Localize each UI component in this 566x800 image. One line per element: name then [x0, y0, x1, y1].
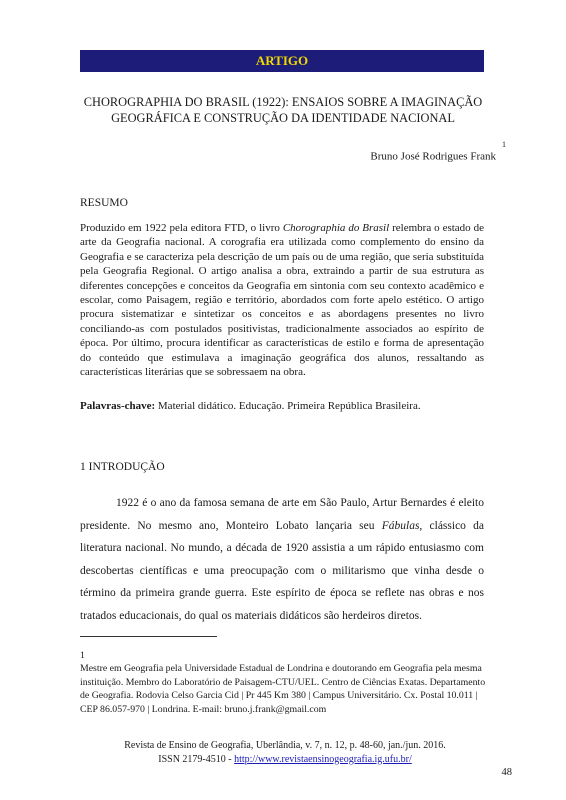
issn-text: ISSN 2179-4510 -: [158, 753, 235, 765]
issn-line: [80, 753, 490, 767]
author-byline: [370, 140, 506, 163]
abstract-heading: RESUMO: [80, 197, 128, 209]
abstract-text: [80, 221, 484, 379]
keywords: [80, 400, 484, 412]
intro-text-part-2: clássico da literatura nacional. No mundo, a década de 1920 assistia a um rápido entusiasmo com descobertas científicas e uma preocupação com o militarismo que vinha desde o término da primeira grande guerra. Este espírito de época se reflete nas obras e nos tratados educacionais, do qual os materiais didáticos são herdeiros diretos.: [80, 519, 484, 622]
keywords-label: Palavras-chave:: [80, 400, 156, 412]
page-number: 48: [501, 767, 512, 778]
abstract-book-title: Chorographia do Brasil: [282, 222, 390, 234]
section-banner: ARTIGO: [80, 50, 484, 72]
journal-citation: Revista de Ensino de Geografia, Uberlândia, v. 7, n. 12, p. 48-60, jan./jun. 2016.: [124, 740, 446, 751]
intro-text-part-1: 1922 é o ano da famosa semana de arte em São Paulo, Artur Bernardes é eleito presidente. No mesmo ano, Monteiro Lobato lançaria seu: [80, 497, 484, 532]
author-footnote-marker[interactable]: 1: [502, 140, 506, 149]
author-name: Bruno José Rodrigues Frank: [370, 150, 496, 163]
intro-paragraph: [80, 492, 484, 627]
footnote-divider: [80, 636, 217, 637]
page-footer: [80, 739, 490, 766]
keywords-text: Material didático. Educação. Primeira República Brasileira.: [155, 400, 421, 412]
abstract-text-part-2: relembra o estado de arte da Geografia nacional. A corografia era utilizada como complemento do ensino da Geografia e se caracteriza pela descrição de um país ou de uma região, que seria substituída pela Geografia Regional. O artigo analisa a obra, extraindo a partir de sua estrutura as diferentes concepções e conceitos da Geografia em sintonia com seu contexto acadêmico e escolar, como Paisagem, região e território, abordados com forte apelo estético. O artigo procura sistematizar e sintetizar os conceitos e as abordagens presentes no livro conciliando-as com postulados positivistas, tradicionalmente associados ao espírito de época. Por último, procura identificar as características de estilo e forma de apresentação do conteúdo que estimulava a imaginação geográfica dos alunos, ressaltando as características literárias que se sobressaem na obra.: [80, 222, 484, 379]
article-title-line-1: CHOROGRAPHIA DO BRASIL (1922): ENSAIOS SOBRE A IMAGINAÇÃO: [83, 95, 483, 109]
article-title-line-2: GEOGRÁFICA E CONSTRUÇÃO DA IDENTIDADE NACIONAL: [111, 111, 455, 125]
journal-url-link[interactable]: http://www.revistaensinogeografia.ig.ufu.br/: [234, 753, 412, 765]
footnote-text: Mestre em Geografia pela Universidade Estadual de Londrina e doutorando em Geografia pela mesma instituição. Membro do Laboratório de Paisagem-CTU/UEL. Centro de Ciências Exatas. Departamento de Geografia. Rodovia Celso Garcia Cid | Pr 445 Km 380 | Campus Universitário. Cx. Postal 10.011 | CEP 86.057-970 | Londrina. E-mail: bruno.j.frank@gmail.com: [80, 663, 486, 715]
footnote-number: 1: [80, 650, 85, 661]
intro-book-title: Fábulas,: [381, 519, 423, 532]
section-heading-introducao: 1 INTRODUÇÃO: [80, 461, 165, 473]
footnote: [80, 650, 490, 716]
abstract-text-part-1: Produzido em 1922 pela editora FTD, o livro: [80, 222, 283, 234]
article-title: [40, 94, 526, 126]
